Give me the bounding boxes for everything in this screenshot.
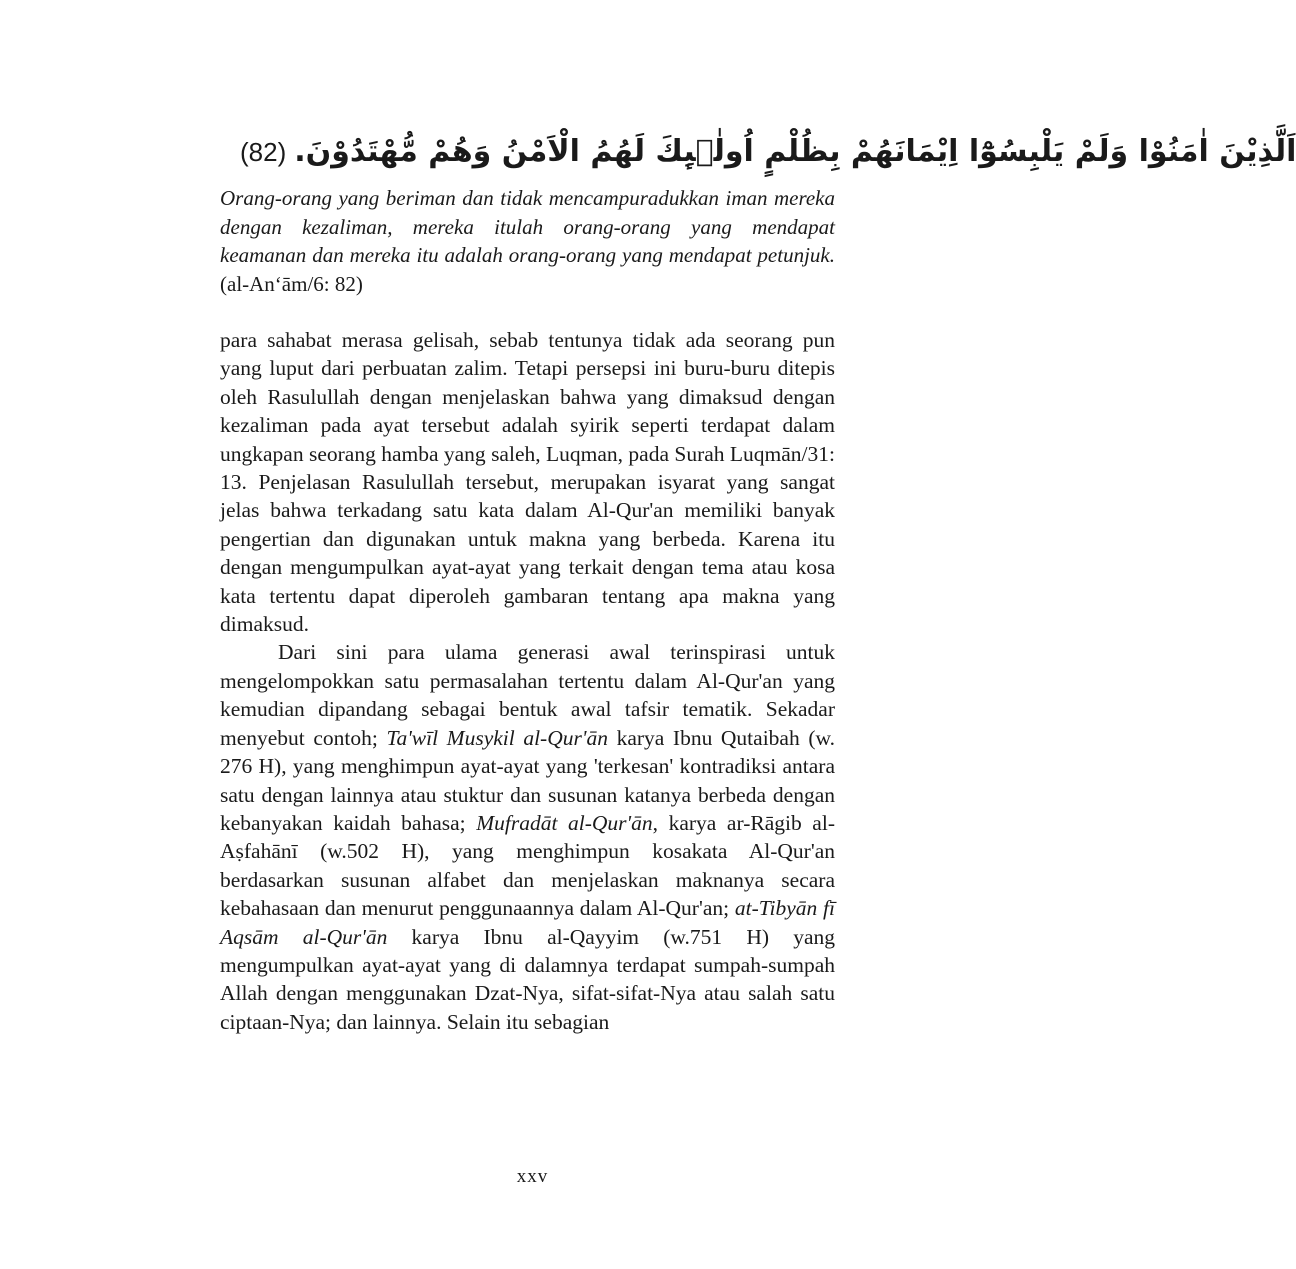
paragraph-2 [220, 638, 835, 1036]
verse-number: (82) [240, 137, 287, 167]
translation-reference: (al-An‘ām/6: 82) [220, 271, 363, 296]
translation-text: Orang-orang yang beriman dan tidak mencampuradukkan iman mereka dengan kezaliman, mereka itulah orang-orang yang mendapat keamanan dan mereka itu adalah orang-orang yang mendapat petunjuk. [220, 186, 835, 267]
quran-verse [240, 128, 1296, 176]
book-title-mufradat: Mufradāt al-Qur'ān [476, 810, 653, 835]
body-text [220, 326, 835, 1036]
book-title-tawil: Ta'wīl Musykil al-Qur'ān [386, 725, 608, 750]
paragraph-1: para sahabat merasa gelisah, sebab tentunya tidak ada seorang pun yang luput dari perbuatan zalim. Tetapi persepsi ini buru-buru ditepis oleh Rasulullah dengan menjelaskan bahwa yang dimaksud dengan kezaliman pada ayat tersebut adalah syirik seperti terdapat dalam ungkapan seorang hamba yang saleh, Luqman, pada Surah Luqmān/31: 13. Penjelasan Rasulullah tersebut, merupakan isyarat yang sangat jelas bahwa terkadang satu kata dalam Al-Qur'an memiliki banyak pengertian dan digunakan untuk makna yang berbeda. Karena itu dengan mengumpulkan ayat-ayat yang terkait dengan tema atau kosa kata tertentu dapat diperoleh gambaran tentang apa makna yang dimaksud. [220, 328, 835, 637]
paragraph-2-part-b: karya Ibnu Qutaibah (w. 276 H), yang menghimpun ayat-ayat yang 'terkesan' kontradiksi antara satu dengan lainnya atau stuktur dan susunan katanya berbeda dengan kebanyakan kaidah bahasa; [220, 725, 835, 835]
paragraph-2-part-a: Dari sini para ulama generasi awal terinspirasi untuk mengelompokkan satu permasalahan tertentu dalam Al-Qur'an yang kemudian dipandang sebagai bentuk awal tafsir tematik. Sekadar menyebut contoh; [220, 640, 835, 750]
verse-translation [220, 184, 835, 298]
book-title-tibyan: at-Tibyān fī Aqsām al-Qur'ān [220, 896, 835, 949]
paragraph-2-part-d: karya Ibnu al-Qayyim (w.751 H) yang mengumpulkan ayat-ayat yang di dalamnya terdapat sumpah-sumpah Allah dengan menggunakan Dzat-Nya, sifat-sifat-Nya atau salah satu ciptaan-Nya; dan lainnya. Selain itu sebagian [220, 924, 835, 1034]
page-number: xxv [516, 1166, 549, 1187]
paragraph-2-part-c: , karya ar-Rāgib al-Aṣfahānī (w.502 H), yang menghimpun kosakata Al-Qur'an berdasarkan susunan alfabet dan menjelaskan maknanya secara kebahasaan dan menurut penggunaannya dalam Al-Qur'an; [220, 810, 835, 921]
verse-arabic-text: .اَلَّذِيْنَ اٰمَنُوْا وَلَمْ يَلْبِسُوْٓا اِيْمَانَهُمْ بِظُلْمٍ اُولٰۤىِٕكَ لَهُمُ الْاَمْنُ وَهُمْ مُّهْتَدُوْنَ [294, 134, 1296, 169]
